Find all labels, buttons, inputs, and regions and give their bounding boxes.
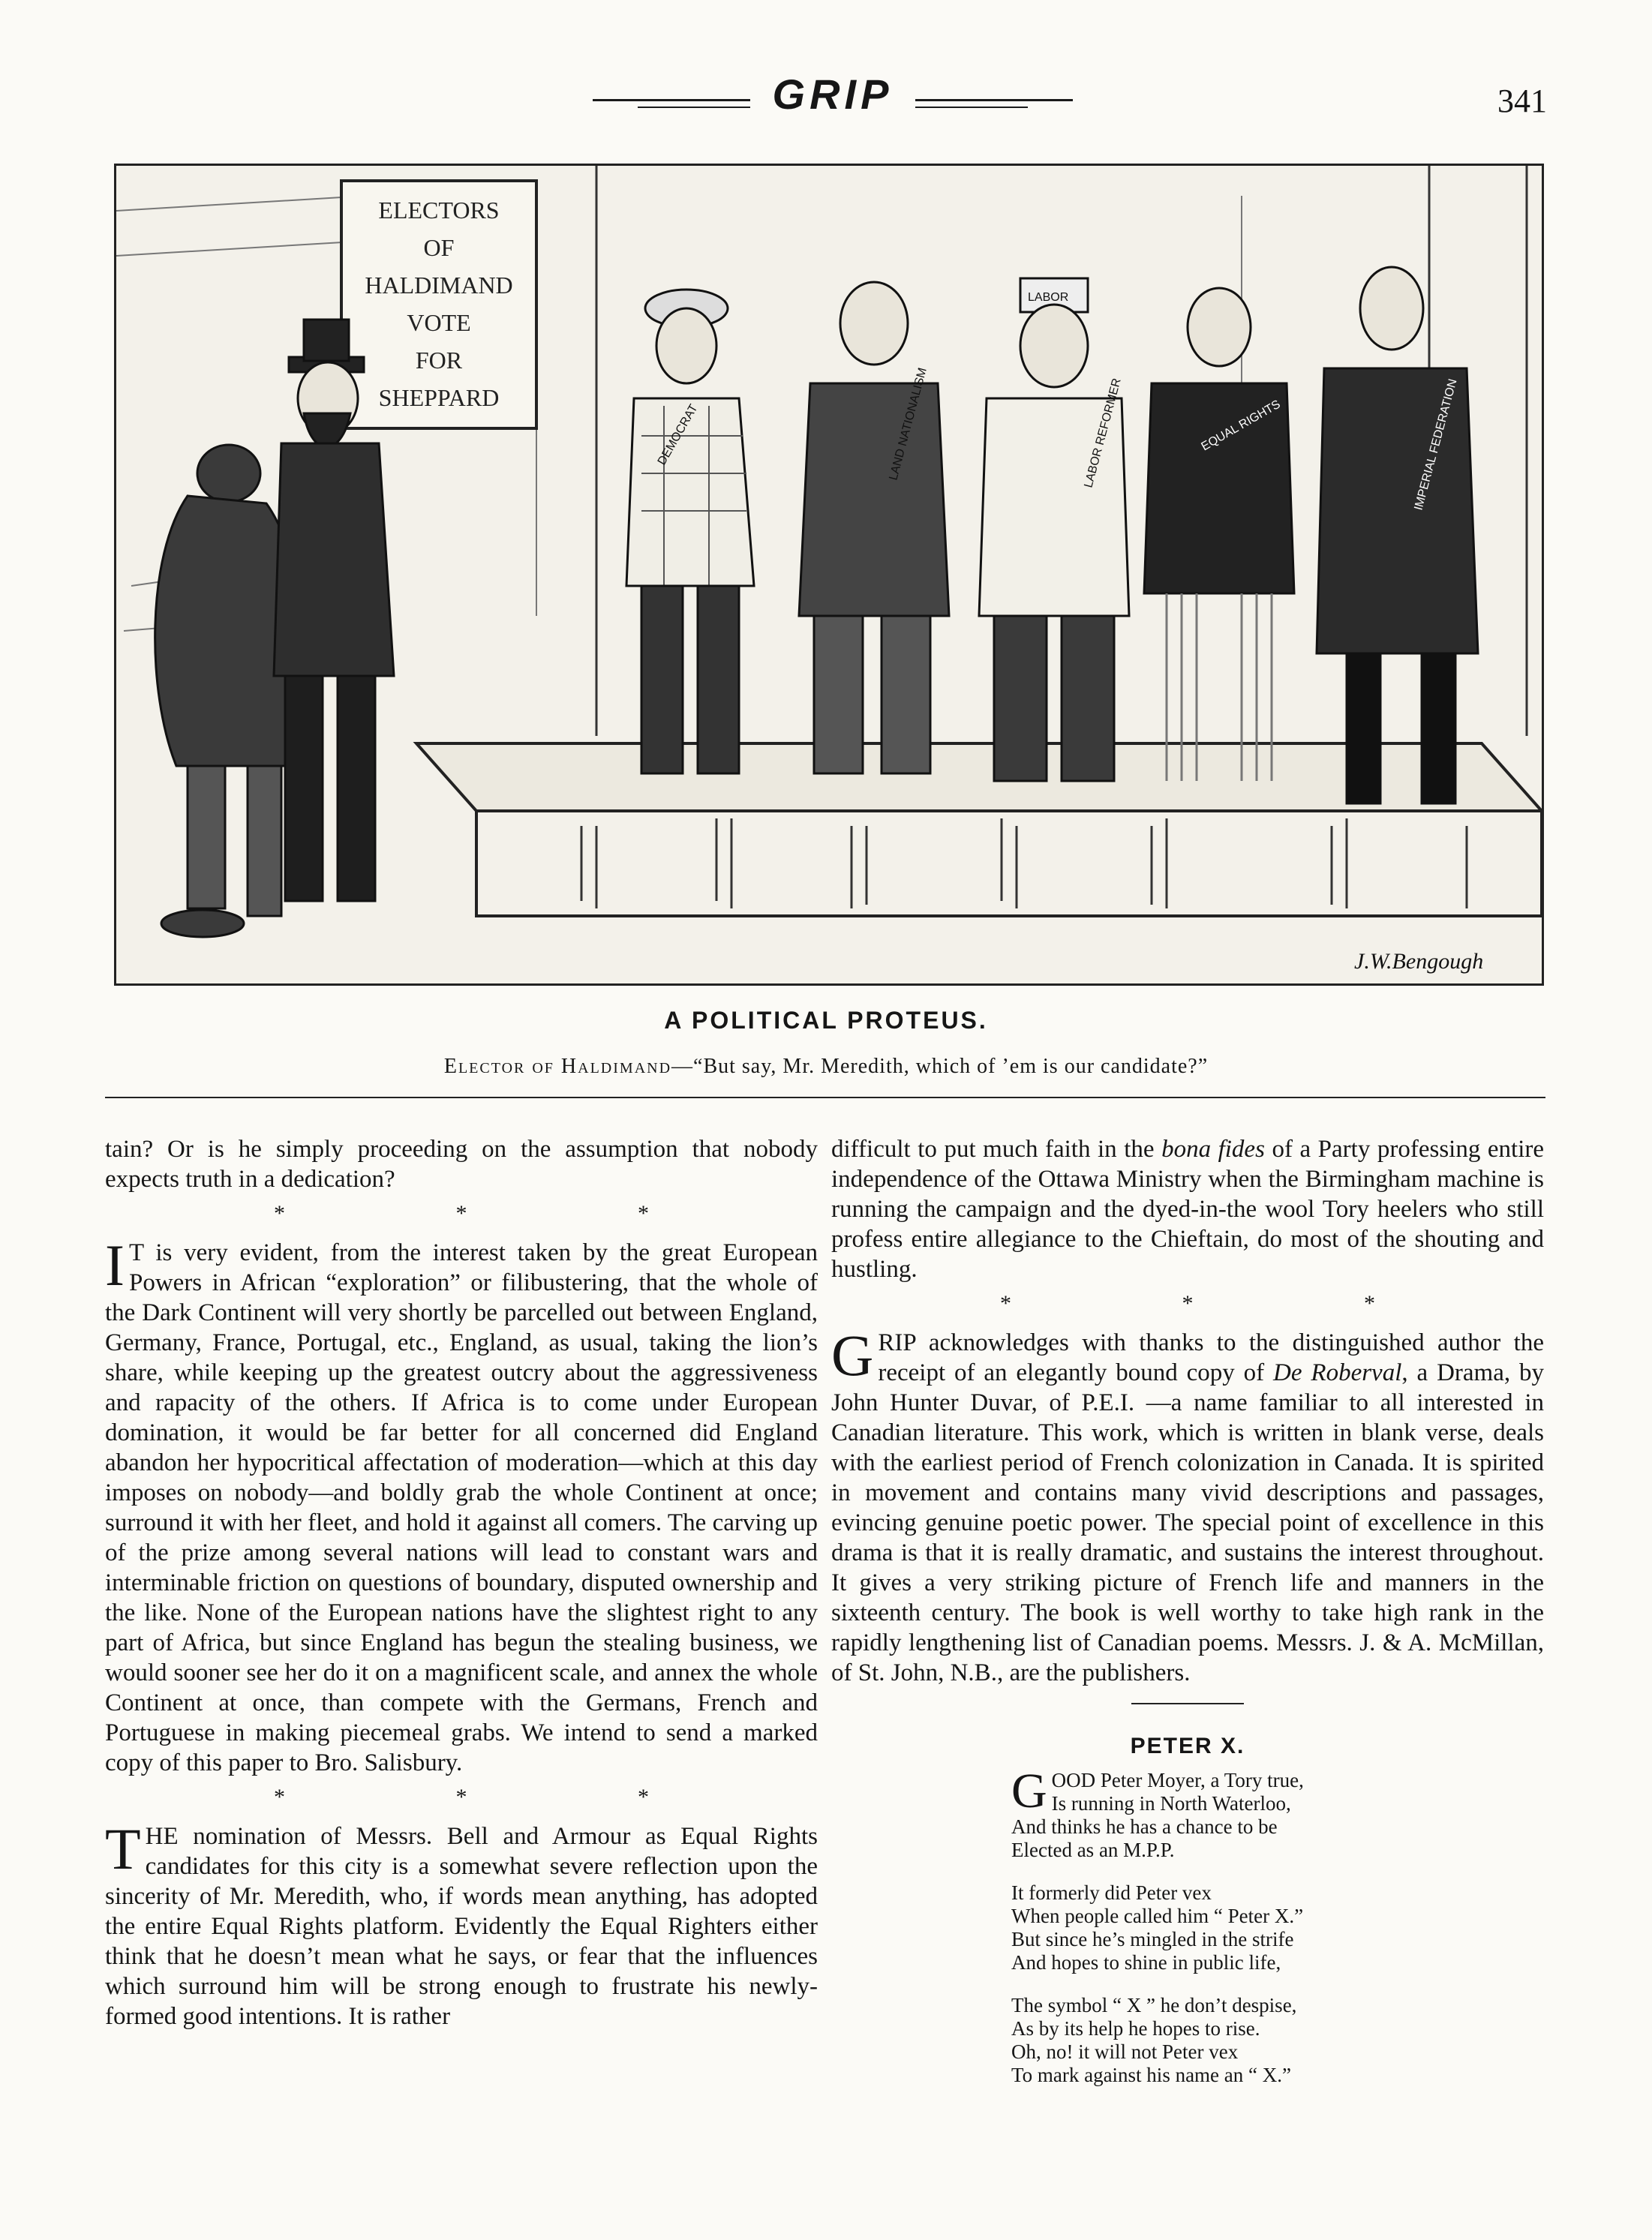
candidate-label: LAND NATIONALISM	[887, 366, 930, 482]
poem-rule	[1131, 1703, 1244, 1704]
drop-cap: G	[1011, 1764, 1047, 1818]
drop-cap: G	[831, 1323, 874, 1388]
text-run: RIP acknowledges with thanks to the distinguished author the receipt of an elegantly bound copy of	[878, 1329, 1544, 1386]
paragraph-bona-fides	[831, 1134, 1544, 1284]
masthead	[593, 72, 1073, 117]
section-stars: * * *	[1000, 1291, 1458, 1316]
cartoon-caption	[0, 1053, 1652, 1080]
left-column	[105, 1134, 818, 2031]
candidate-label: DEMOCRAT	[655, 402, 701, 467]
poem-line: But since he’s mingled in the strife	[1011, 1928, 1294, 1950]
poster-line: HALDIMAND	[365, 272, 513, 299]
poster-line: ELECTORS	[378, 197, 500, 224]
artist-signature: J.W.Bengough	[1354, 949, 1484, 974]
poem-title: PETER X.	[1130, 1734, 1245, 1758]
poem-line: Elected as an M.P.P.	[1011, 1839, 1175, 1861]
text-run: difficult to put much faith in the	[831, 1136, 1162, 1163]
section-divider	[105, 1097, 1545, 1098]
poem-line: The symbol “ X ” he don’t despise,	[1011, 1994, 1297, 2016]
election-poster	[341, 181, 536, 428]
poem-line: OOD Peter Moyer, a Tory true,	[1051, 1769, 1304, 1791]
poem-line: It formerly did Peter vex	[1011, 1881, 1212, 1904]
paragraph-equal-rights-text: HE nomination of Messrs. Bell and Armour as Equal Rights candidates for this city is a somewhat severe reflection upon the sincerity of Mr. Meredith, who, if words mean anything, has adopted the entire Equal Rights platform. Evidently the Equal Righters either think that he doesn’t mean what he says, or fear that the influences which surround him will be strong enough to frustrate his newly-formed good intentions. It is rather	[105, 1823, 818, 2030]
candidate-figures	[626, 267, 1478, 803]
right-column	[831, 1134, 1544, 2106]
masthead-title: GRIP	[772, 71, 894, 118]
poster-line: SHEPPARD	[378, 384, 500, 411]
candidate-label: EQUAL RIGHTS	[1199, 398, 1283, 454]
candidate-label: LABOR	[1028, 291, 1069, 304]
caption-quote: —“But say, Mr. Meredith, which of ’em is our candidate?”	[671, 1055, 1209, 1078]
paragraph-de-roberval	[831, 1323, 1544, 1688]
paragraph-equal-rights	[105, 1816, 818, 2031]
poster-line: VOTE	[407, 309, 471, 336]
paragraph-africa-text: T is very evident, from the interest taken by the great European Powers in African “exploration” or filibustering, that the whole of the Dark Continent will very shortly be parcelled out between England, Germany, France, Portugal, etc., England, as usual, taking the lion’s share, while keeping up the greatest outcry about the aggressiveness and rapacity of the others. If Africa is to come under European domination, it would be far better for all concerned did England abandon her hypocritical affectation of moderation—which at this day imposes on nobody—and boldly grab the whole Continent at once; surround it with her fleet, and hold it against all comers. The carving up of the prize among several nations will lead to constant wars and interminable friction on questions of boundary, disputed ownership and the like. None of the European nations have the slightest right to any part of Africa, but since England has begun the stealing business, we would sooner see her do it on a magnificent scale, and annex the whole Continent at once, than compete with the Germans, French and Portuguese in making piecemeal grabs. We intend to send a marked copy of this paper to Bro. Salisbury.	[105, 1239, 818, 1776]
masthead-rule-right-thin	[915, 107, 1028, 108]
poem-line: Oh, no! it will not Peter vex	[1011, 2040, 1239, 2063]
section-stars: * * *	[274, 1201, 731, 1226]
poem-stanza	[1011, 1764, 1544, 1862]
poster-line: OF	[423, 234, 455, 261]
cartoon-illustration	[114, 164, 1544, 986]
section-stars: * * *	[274, 1785, 731, 1809]
poem-stanza	[1011, 1881, 1544, 1974]
poem-stanza	[1011, 1994, 1544, 2087]
candidate-label: IMPERIAL FEDERATION	[1412, 377, 1460, 512]
italic-run: De Roberval	[1273, 1359, 1402, 1386]
drop-cap: T	[105, 1816, 141, 1881]
poem-line: Is running in North Waterloo,	[1051, 1792, 1291, 1815]
poem-line: When people called him “ Peter X.”	[1011, 1905, 1304, 1927]
cartoon-title: A POLITICAL PROTEUS.	[664, 1007, 988, 1034]
poem	[1011, 1764, 1544, 2087]
text-run: , a Drama, by John Hunter Duvar, of P.E.I. —a name familiar to all interested in Canadian literature. This work, which is written in blank verse, deals with the earliest period of French colonization in Canada. It is spirited in movement and contains many vivid descriptions and passages, evincing genuine poetic power. The special point of excellence in this drama is that it is really dramatic, and sustains the interest throughout. It gives a very striking picture of French life and manners in the sixteenth century. The book is well worthy to take high rank in the rapidly lengthening list of Canadian poems. Messrs. J. & A. McMillan, of St. John, N.B., are the publishers.	[831, 1359, 1544, 1686]
masthead-rule-right	[915, 99, 1073, 101]
poem-line: And thinks he has a chance to be	[1011, 1815, 1278, 1838]
paragraph-africa	[105, 1233, 818, 1778]
text-run: of a Party professing entire independence of the Ottawa Ministry when the Birmingham machine is running the campaign and the dyed-in-the wool Tory heelers who still profess entire allegiance to the Chieftain, do most of the shouting and hustling.	[831, 1136, 1545, 1283]
page-number: 341	[1497, 83, 1547, 119]
poster-line: FOR	[415, 347, 463, 374]
poem-line: And hopes to shine in public life,	[1011, 1951, 1281, 1974]
cartoon-drawing	[116, 166, 1542, 983]
poem-line: To mark against his name an “ X.”	[1011, 2064, 1291, 2086]
paragraph-continued: tain? Or is he simply proceeding on the assumption that nobody expects truth in a dedication?	[105, 1136, 818, 1193]
candidate-label: LABOR REFORMER	[1082, 377, 1124, 490]
poem-line: As by its help he hopes to rise.	[1011, 2017, 1260, 2040]
italic-run: bona fides	[1161, 1136, 1265, 1163]
caption-speaker: Elector of Haldimand	[443, 1055, 672, 1078]
drop-cap: I	[105, 1233, 125, 1298]
